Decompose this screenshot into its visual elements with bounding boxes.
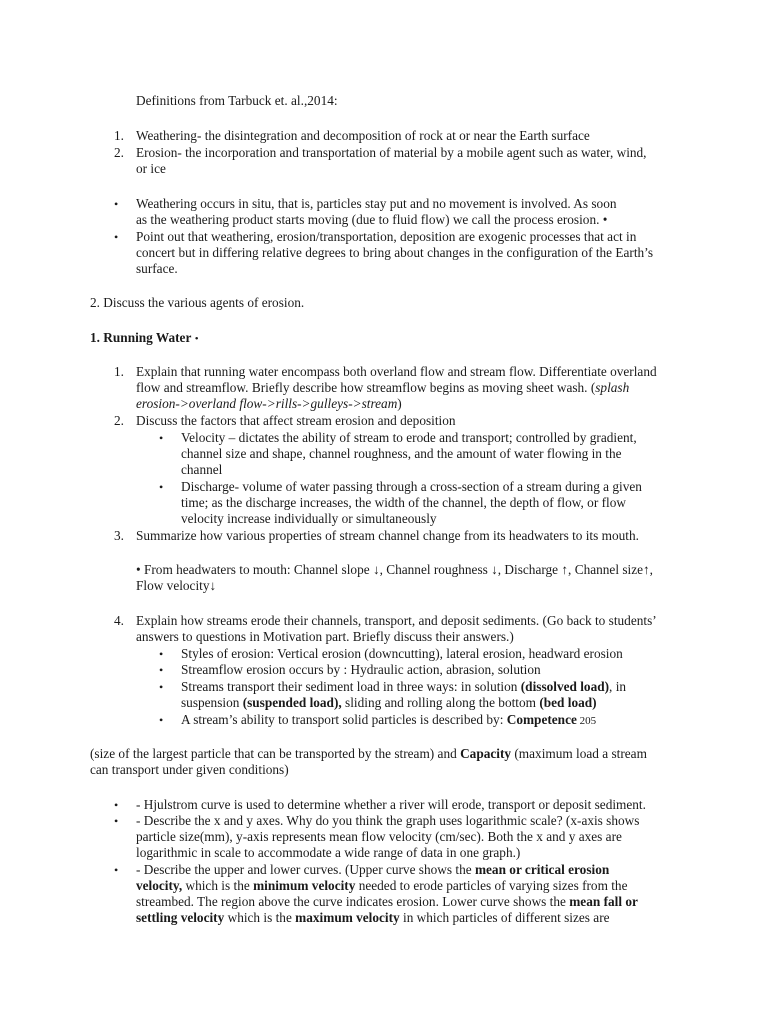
transport-text: suspension	[181, 695, 243, 710]
intro-heading: Definitions from Tarbuck et. al.,2014:	[136, 93, 338, 108]
bullet-icon: •	[194, 333, 199, 345]
maximum-velocity-term: maximum velocity	[295, 910, 400, 925]
capacity-text: (size of the largest particle that can be transported by the stream) and	[90, 746, 461, 761]
curves-line1	[136, 862, 609, 879]
item2-line1: Discuss the factors that affect stream erosion and deposition	[136, 413, 456, 428]
list-number: 3.	[114, 528, 124, 543]
capacity-line2: can transport under given conditions)	[90, 762, 289, 777]
definition-erosion-line1: Erosion- the incorporation and transportation of material by a mobile agent such as water, wind,	[136, 145, 647, 160]
list-number: 2.	[114, 145, 124, 160]
bullet-icon: •	[114, 197, 119, 211]
curves-text: which is the	[182, 878, 254, 893]
transport-line1	[181, 679, 626, 696]
note-in-situ-line2: as the weathering product starts moving (due to fluid flow) we call the process erosion. •	[136, 212, 608, 227]
bullet-icon: •	[114, 798, 119, 812]
item1-italic: splash	[595, 380, 630, 395]
section-title: 1. Running Water	[90, 330, 192, 345]
bullet-icon: •	[159, 680, 164, 694]
bed-load: (bed load)	[539, 695, 597, 710]
note-in-situ-line1: Weathering occurs in situ, that is, particles stay put and no movement is involved. As soon	[136, 196, 617, 211]
item1-line2	[136, 380, 629, 397]
item1-italic-sequence: erosion->overland flow->rills->gulleys->stream	[136, 396, 398, 411]
curves-line4	[136, 910, 610, 927]
bullet-icon: •	[159, 647, 164, 661]
bullet-icon: •	[159, 431, 164, 445]
competence-text: A stream’s ability to transport solid particles is described by:	[181, 712, 507, 727]
bullet-icon: •	[114, 814, 119, 828]
capacity-term: Capacity	[460, 746, 512, 761]
axes-line1: - Describe the x and y axes. Why do you think the graph uses logarithmic scale? (x-axis shows	[136, 813, 640, 828]
question-agents-of-erosion: 2. Discuss the various agents of erosion.	[90, 295, 305, 310]
curves-text: - Describe the upper and lower curves. (Upper curve shows the	[136, 862, 475, 877]
page-ref: 205	[576, 715, 597, 727]
dissolved-load: (dissolved load)	[520, 679, 610, 694]
settling-velocity-term: settling velocity	[136, 910, 225, 925]
transport-text: Streams transport their sediment load in three ways: in solution	[181, 679, 521, 694]
minimum-velocity-term: minimum velocity	[253, 878, 356, 893]
section-heading-running-water	[90, 330, 199, 348]
item3-detail-line2: Flow velocity↓	[136, 578, 217, 593]
item3-detail-line1: • From headwaters to mouth: Channel slope ↓, Channel roughness ↓, Discharge ↑, Channel size↑,	[136, 562, 653, 577]
capacity-line1	[90, 746, 647, 763]
curves-line2	[136, 878, 628, 895]
mean-fall-term: mean fall or	[569, 894, 638, 909]
item3-line1: Summarize how various properties of stream channel change from its headwaters to its mouth.	[136, 528, 639, 543]
competence-term: Competence	[506, 712, 577, 727]
curves-text: in which particles of different sizes are	[399, 910, 610, 925]
transport-line2	[181, 695, 597, 712]
bullet-icon: •	[159, 480, 164, 494]
hjulstrom-line: - Hjulstrom curve is used to determine whether a river will erode, transport or deposit sediment.	[136, 797, 646, 812]
discharge-line1: Discharge- volume of water passing through a cross-section of a stream during a given	[181, 479, 642, 494]
velocity-line2: channel size and shape, channel roughness, and the amount of water flowing in the	[181, 446, 622, 461]
axes-line2: particle size(mm), y-axis represents mean flow velocity (cm/sec). Both the x and y axes are	[136, 829, 622, 844]
bullet-icon: •	[159, 713, 164, 727]
curves-text: which is the	[224, 910, 296, 925]
definition-erosion-line2: or ice	[136, 161, 166, 176]
item4-line2: answers to questions in Motivation part. Briefly discuss their answers.)	[136, 629, 514, 644]
velocity-line3: channel	[181, 462, 223, 477]
styles-of-erosion: Styles of erosion: Vertical erosion (downcutting), lateral erosion, headward erosion	[181, 646, 623, 661]
item1-close-paren: )	[397, 396, 402, 411]
discharge-line3: velocity increase individually or simultaneously	[181, 511, 437, 526]
item1-line1: Explain that running water encompass both overland flow and stream flow. Differentiate overland	[136, 364, 657, 379]
curves-line3	[136, 894, 638, 911]
note-exogenic-line1: Point out that weathering, erosion/transportation, deposition are exogenic processes that act in	[136, 229, 637, 244]
list-number: 4.	[114, 613, 124, 628]
list-number: 2.	[114, 413, 124, 428]
curves-text: streambed. The region above the curve indicates erosion. Lower curve shows the	[136, 894, 570, 909]
bullet-icon: •	[114, 230, 119, 244]
velocity-term: velocity,	[136, 878, 183, 893]
item1-line3	[136, 396, 402, 413]
velocity-line1: Velocity – dictates the ability of stream to erode and transport; controlled by gradient,	[181, 430, 637, 445]
item4-line1: Explain how streams erode their channels, transport, and deposit sediments. (Go back to students’	[136, 613, 657, 628]
list-number: 1.	[114, 364, 124, 379]
competence-line	[181, 712, 596, 730]
note-exogenic-line3: surface.	[136, 261, 178, 276]
list-number: 1.	[114, 128, 124, 143]
bullet-icon: •	[114, 863, 119, 877]
transport-text: , in	[609, 679, 627, 694]
streamflow-erosion: Streamflow erosion occurs by : Hydraulic action, abrasion, solution	[181, 662, 541, 677]
definition-weathering: Weathering- the disintegration and decomposition of rock at or near the Earth surface	[136, 128, 590, 143]
note-exogenic-line2: concert but in differing relative degrees to bring about changes in the configuration of the Earth’s	[136, 245, 654, 260]
suspended-load: (suspended load),	[242, 695, 342, 710]
capacity-text: (maximum load a stream	[511, 746, 647, 761]
discharge-line2: time; as the discharge increases, the width of the channel, the depth of flow, or flow	[181, 495, 626, 510]
curves-text: needed to erode particles of varying sizes from the	[355, 878, 628, 893]
transport-text: sliding and rolling along the bottom	[341, 695, 540, 710]
axes-line3: logarithmic in scale to accommodate a wide range of data in one graph.)	[136, 845, 521, 860]
critical-erosion-term: mean or critical erosion	[474, 862, 610, 877]
item1-text: flow and streamflow. Briefly describe how streamflow begins as moving sheet wash. (	[136, 380, 596, 395]
bullet-icon: •	[159, 663, 164, 677]
